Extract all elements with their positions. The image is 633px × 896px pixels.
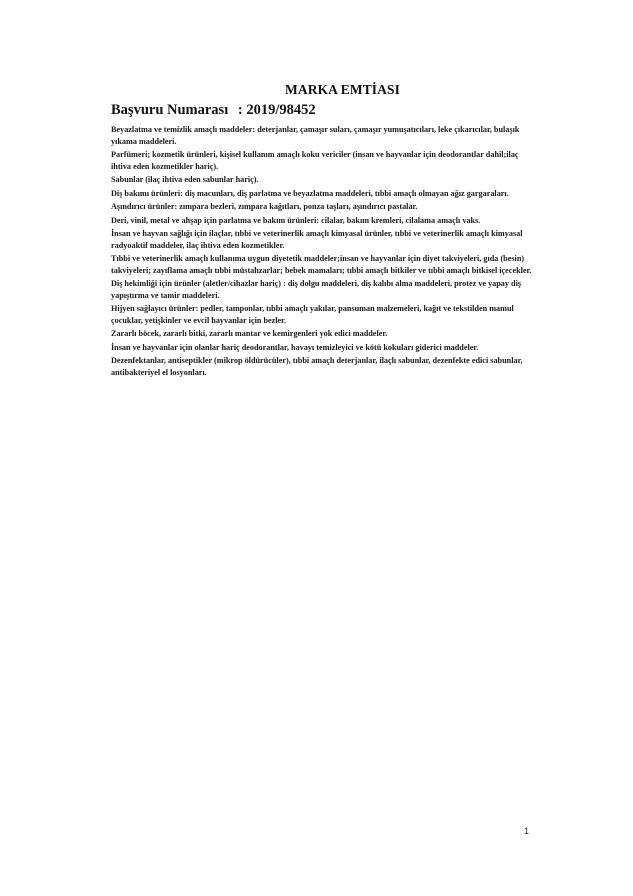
goods-paragraph: Tıbbi ve veterinerlik amaçlı kullanıma uygun diyetetik maddeler;insan ve hayvanlar için diyet takviyeleri, gıda (besin) takviyeleri; zayıflama amaçlı tıbbi müstahzarlar; bebek mamaları; tıbbi amaçlı bitkiler ve tıbbi amaçlı bitkisel içecekler. bbox=[111, 254, 532, 275]
goods-paragraph: Beyazlatma ve temizlik amaçlı maddeler: deterjanlar, çamaşır suları, çamaşır yumuşatıcıları, leke çıkarıcılar, bulaşık yıkama maddeleri. bbox=[111, 125, 520, 146]
goods-paragraph: Diş hekimliği için ürünler (aletler/cihazlar hariç) : diş dolgu maddeleri, diş kalıbı alma maddeleri, protez ve yapay diş yapıştırma ve tamir maddeleri. bbox=[111, 279, 522, 300]
application-number-value: : 2019/98452 bbox=[237, 102, 316, 118]
document-title: MARKA EMTİASI bbox=[285, 82, 400, 97]
goods-paragraph: İnsan ve hayvan sağlığı için ilaçlar, tıbbi ve veterinerlik amaçlı kimyasal ürünler, tıbbi ve veterinerlik amaçlı kimyasal radyoaktif maddeler, ilaç ihtiva eden kozmetikler. bbox=[111, 229, 523, 250]
goods-paragraph: İnsan ve hayvanlar için olanlar hariç deodorantlar, havayı temizleyici ve kötü kokuları giderici maddeler. bbox=[111, 342, 479, 352]
goods-paragraph: Dezenfektanlar, antiseptikler (mikrop öldürücüler), tıbbi amaçlı deterjanlar, ilaçlı sabunlar, dezenfekte edici sabunlar, antibakteriyel el losyonları. bbox=[111, 356, 523, 377]
goods-paragraph: Diş bakımı ürünleri: diş macunları, diş parlatma ve beyazlatma maddeleri, tıbbi amaçlı olmayan ağız gargaraları. bbox=[111, 188, 509, 198]
goods-paragraph: Sabunlar (ilaç ihtiva eden sabunlar hariç). bbox=[111, 175, 259, 184]
goods-paragraph: Zararlı böcek, zararlı bitki, zararlı mantar ve kemirgenleri yok edici maddeler. bbox=[111, 329, 388, 338]
goods-paragraph: Hijyen sağlayıcı ürünler: pedler, tamponlar, tıbbi amaçlı yakılar, pansuman malzemeleri, kağıt ve tekstilden mamul çocuklar, yetişkinler ve evcil hayvanlar için bezler. bbox=[111, 304, 514, 325]
goods-paragraph: Aşındırıcı ürünler: zımpara bezleri, zımpara kağıtları, ponza taşları, aşındırıcı pastalar. bbox=[111, 202, 418, 211]
goods-paragraph: Parfümeri; kozmetik ürünleri, kişisel kullanım amaçlı koku vericiler (insan ve hayvanlar için deodorantlar dahil;ilaç ihtiva eden kozmetikler hariç). bbox=[111, 150, 519, 171]
application-number-label: Başvuru Numarası bbox=[111, 102, 229, 118]
application-number-line bbox=[111, 102, 316, 119]
goods-list bbox=[111, 124, 539, 380]
goods-paragraph: Deri, vinil, metal ve ahşap için parlatma ve bakım ürünleri: cilalar, bakım kremleri, cilalama amaçlı vaks. bbox=[111, 215, 481, 225]
page-number: 1 bbox=[524, 826, 530, 836]
